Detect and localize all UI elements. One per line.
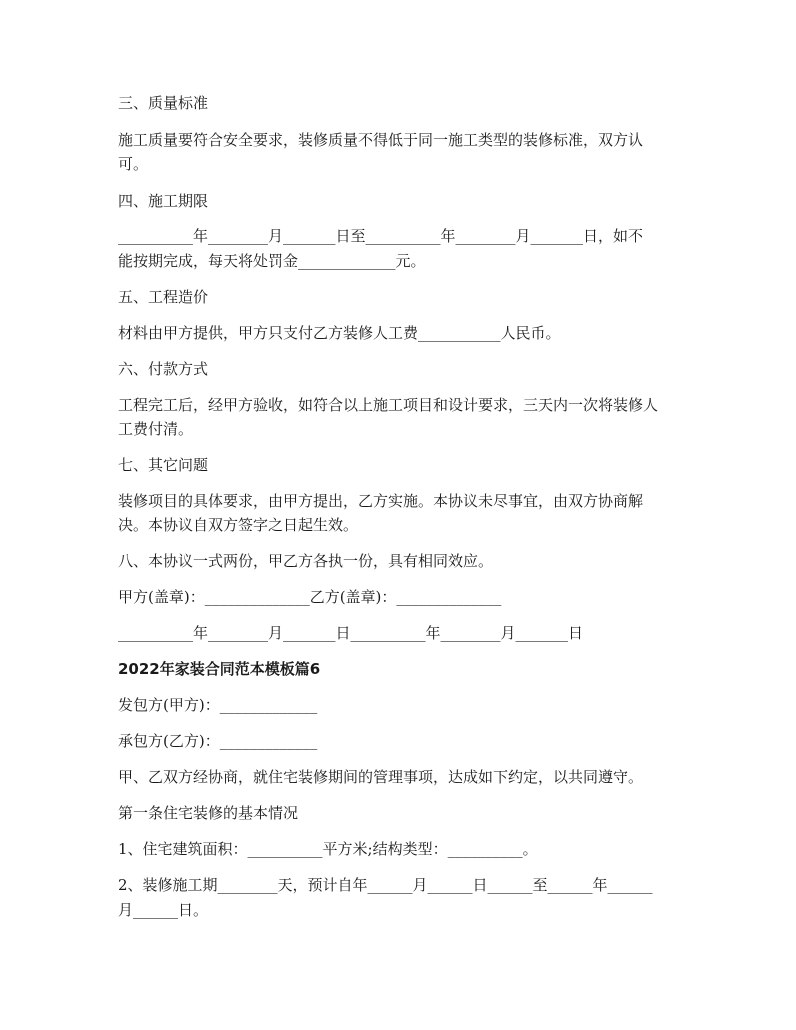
paragraph-line: 月______日。 [118,901,209,919]
article-heading: 第一条住宅装修的基本情况 [118,804,299,822]
paragraph-line: 可。 [118,155,149,173]
section-heading-quality: 三、质量标准 [118,94,209,112]
paragraph-line: 2、装修施工期________天，预计自年______月______日______至______年______ [118,876,653,894]
party-b-line: 承包方(乙方)：_____________ [118,732,318,750]
section-heading-payment: 六、付款方式 [118,360,209,378]
section-heading-other: 七、其它问题 [118,456,209,474]
paragraph-line: 1、住宅建筑面积：__________平方米;结构类型：__________。 [118,840,538,858]
section-heading-period: 四、施工期限 [118,192,209,210]
paragraph-line: 材料由甲方提供，甲方只支付乙方装修人工费___________人民币。 [118,324,561,342]
section-heading-cost: 五、工程造价 [118,288,209,306]
contract-title: 2022年家装合同范本模板篇6 [118,660,321,678]
paragraph-line: 装修项目的具体要求，由甲方提出，乙方实施。本协议未尽事宜，由双方协商解 [118,492,644,510]
date-line: __________年________月_______日__________年________月_______日 [118,624,584,642]
paragraph-line: __________年________月_______日至__________年________月_______日，如不 [118,227,644,245]
paragraph-line: 甲、乙双方经协商，就住宅装修期间的管理事项，达成如下约定，以共同遵守。 [118,768,644,786]
signature-line: 甲方(盖章)：______________乙方(盖章)：______________ [118,588,502,606]
paragraph-line: 八、本协议一式两份，甲乙方各执一份，具有相同效应。 [118,552,494,570]
paragraph-line: 决。本协议自双方签字之日起生效。 [118,516,359,534]
paragraph-line: 工程完工后，经甲方验收，如符合以上施工项目和设计要求，三天内一次将装修人 [118,396,659,414]
paragraph-line: 能按期完成，每天将处罚金_____________元。 [118,252,426,270]
paragraph-line: 工费付清。 [118,420,194,438]
paragraph-line: 施工质量要符合安全要求，装修质量不得低于同一施工类型的装修标准，双方认 [118,131,644,149]
party-a-line: 发包方(甲方)：_____________ [118,696,318,714]
